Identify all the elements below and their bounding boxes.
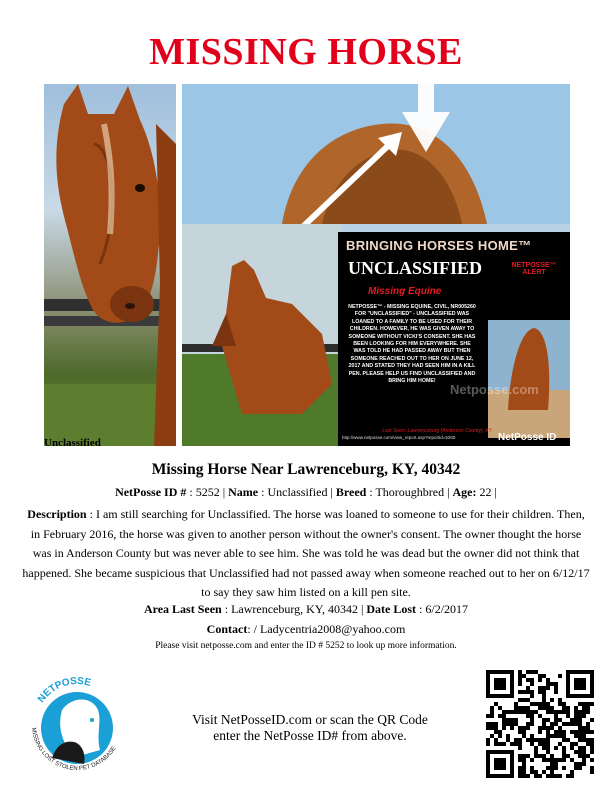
logo-top-text: NETPOSSE	[35, 675, 93, 705]
poster-body: NETPOSSE™ - MISSING EQUINE, CIVIL, NR005260 FOR "UNCLASSIFIED" - UNCLASSIFIED WAS LOANED TO A FAMILY TO BE USED FOR THEIR CHILDREN. HOWEVER, HE WAS GIVEN AWAY TO SOMEONE WITHOUT VICKI'S CONSENT. SHE HAS BEEN LOOKING FOR HIM EVERYWHERE. SHE WAS TOLD HE HAD PASSED AWAY BUT THEN SOMEONE REACHED OUT TO HER ON JUNE 12, 2017 AND STATED THEY HAD SEEN HIM IN A KILL PEN. PLEASE HELP US FIND UNCLASSIFIED AND BRING HIM HOME!	[348, 304, 476, 385]
poster-name: UNCLASSIFIED	[348, 258, 483, 278]
description-label: Description	[27, 507, 87, 521]
horse-photo-collage	[182, 84, 570, 446]
area-label: Area Last Seen	[143, 602, 222, 616]
visit-note: Please visit netposse.com and enter the ID # 5252 to look up more information.	[155, 641, 457, 651]
area-value: Lawrenceburg, KY, 40342	[231, 602, 358, 616]
poster-banner: BRINGING HORSES HOME™	[346, 238, 532, 253]
description-text: I am still searching for Unclassified. The horse was loaned to someone to use for their children. Then, in February 2016, the horse was given to another person without the owner's consent. The owner thought the horse was in Anderson County but was never able to see him. She was told he was dead but the owner did not think that happened. She became suspicious that Unclassified had not passed away when someone reached out to her on 6/12/17 to say they saw him listed on a kill pen site.	[22, 507, 590, 599]
alert-poster	[338, 232, 570, 446]
photo-caption: Unclassified	[44, 437, 101, 449]
name-value: Unclassified	[267, 485, 328, 499]
poster-alert-badge: NETPOSSE™ ALERT	[511, 262, 557, 276]
mane-thumb-illustration	[488, 320, 570, 438]
netposse-logo	[22, 670, 132, 780]
poster-watermark: Netposse.com	[450, 382, 539, 397]
poster-subtitle: Missing Equine	[368, 286, 442, 297]
contact-label: Contact	[206, 622, 248, 636]
listing-description: Description : I am still searching for Unclassified. The horse was loaned to someone to use for their children. Then, in February 2016, the horse was given to another person without the owner's consent. The owner thought the horse was in Anderson County but was never able to see him. She was told he was dead but the owner did not think that happened. She became suspicious that Unclassified had not passed away when someone reached out to her on 6/12/17 to say they saw him listed on a kill pen site.	[22, 507, 590, 599]
poster-last-seen: Last Seen: Lawrenceburg (Anderson County), KY	[382, 428, 492, 434]
name-label: Name	[228, 485, 259, 499]
age-label: Age:	[452, 485, 477, 499]
contact-value[interactable]: / Ladycentria2008@yahoo.com	[253, 622, 406, 636]
footer-line-2: enter the NetPosse ID# from above.	[213, 728, 407, 743]
poster-url: http://www.netposse.com/view_report.asp?reportid=5260	[342, 435, 456, 440]
breed-value: Thoroughbred	[375, 485, 445, 499]
horse-head-illustration	[44, 84, 176, 446]
listing-meta: NetPosse ID # : 5252 | Name : Unclassified | Breed : Thoroughbred | Age: 22 |	[115, 485, 497, 499]
date-label: Date Lost	[366, 602, 417, 616]
date-value: 6/2/2017	[425, 602, 469, 616]
footer-instructions	[160, 712, 460, 744]
horse-photo-left	[44, 84, 176, 446]
qr-code[interactable]	[486, 670, 594, 778]
logo-bottom-text: MISSING LOST STOLEN PET DATABASE	[30, 727, 118, 773]
id-value: 5252	[195, 485, 220, 499]
breed-label: Breed	[335, 485, 367, 499]
poster-brand: NetPosse ID	[498, 432, 557, 443]
age-value: 22	[479, 485, 492, 499]
id-label: NetPosse ID #	[115, 485, 187, 499]
qr-code-graphic	[486, 670, 594, 778]
netposse-logo-graphic	[22, 670, 132, 780]
footer-line-1: Visit NetPosseID.com or scan the QR Code	[192, 712, 428, 727]
page-title: MISSING HORSE	[149, 31, 463, 73]
poster-horse-thumb	[488, 320, 570, 438]
listing-contact: Contact: / Ladycentria2008@yahoo.com	[206, 622, 406, 636]
listing-area: Area Last Seen : Lawrenceburg, KY, 40342 | Date Lost : 6/2/2017	[143, 602, 469, 616]
listing-heading: Missing Horse Near Lawrenceburg, KY, 40342	[151, 461, 461, 478]
